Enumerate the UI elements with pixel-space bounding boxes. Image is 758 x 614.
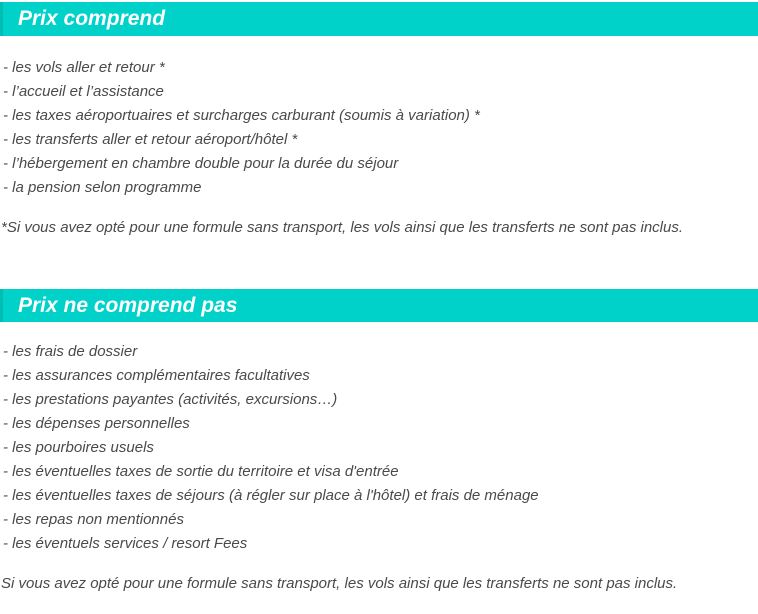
price-includes-header (0, 2, 758, 36)
price-includes-section (0, 2, 758, 240)
section-note: *Si vous avez opté pour une formule sans transport, les vols ainsi que les transferts ne sont pas inclus. (1, 219, 684, 236)
list-item: - les frais de dossier (3, 343, 138, 360)
price-includes-title: Prix comprend (18, 7, 166, 30)
list-item: - les dépenses personnelles (3, 415, 190, 432)
list-item: - les pourboires usuels (3, 439, 154, 456)
list-item: - les taxes aéroportuaires et surcharges carburant (soumis à variation) * (3, 107, 480, 124)
list-item: - les éventuelles taxes de séjours (à régler sur place à l'hôtel) et frais de ménage (3, 487, 539, 504)
list-item: - les repas non mentionnés (3, 511, 184, 528)
price-excludes-list (0, 340, 758, 556)
list-item: - les vols aller et retour * (3, 59, 165, 76)
price-includes-list (0, 56, 758, 200)
list-item: - l’accueil et l’assistance (3, 83, 164, 100)
list-item: - les éventuelles taxes de sortie du territoire et visa d'entrée (3, 463, 399, 480)
price-excludes-header (0, 289, 758, 322)
price-excludes-section (0, 289, 758, 596)
list-item: - les transferts aller et retour aéroport/hôtel * (3, 131, 298, 148)
section-note: Si vous avez opté pour une formule sans transport, les vols ainsi que les transferts ne sont pas inclus. (1, 575, 678, 592)
list-item: - les assurances complémentaires facultatives (3, 367, 310, 384)
list-item: - l’hébergement en chambre double pour la durée du séjour (3, 155, 399, 172)
price-excludes-title: Prix ne comprend pas (18, 294, 238, 317)
list-item: - les prestations payantes (activités, excursions…) (3, 391, 338, 408)
list-item: - la pension selon programme (3, 179, 202, 196)
list-item: - les éventuels services / resort Fees (3, 535, 248, 552)
